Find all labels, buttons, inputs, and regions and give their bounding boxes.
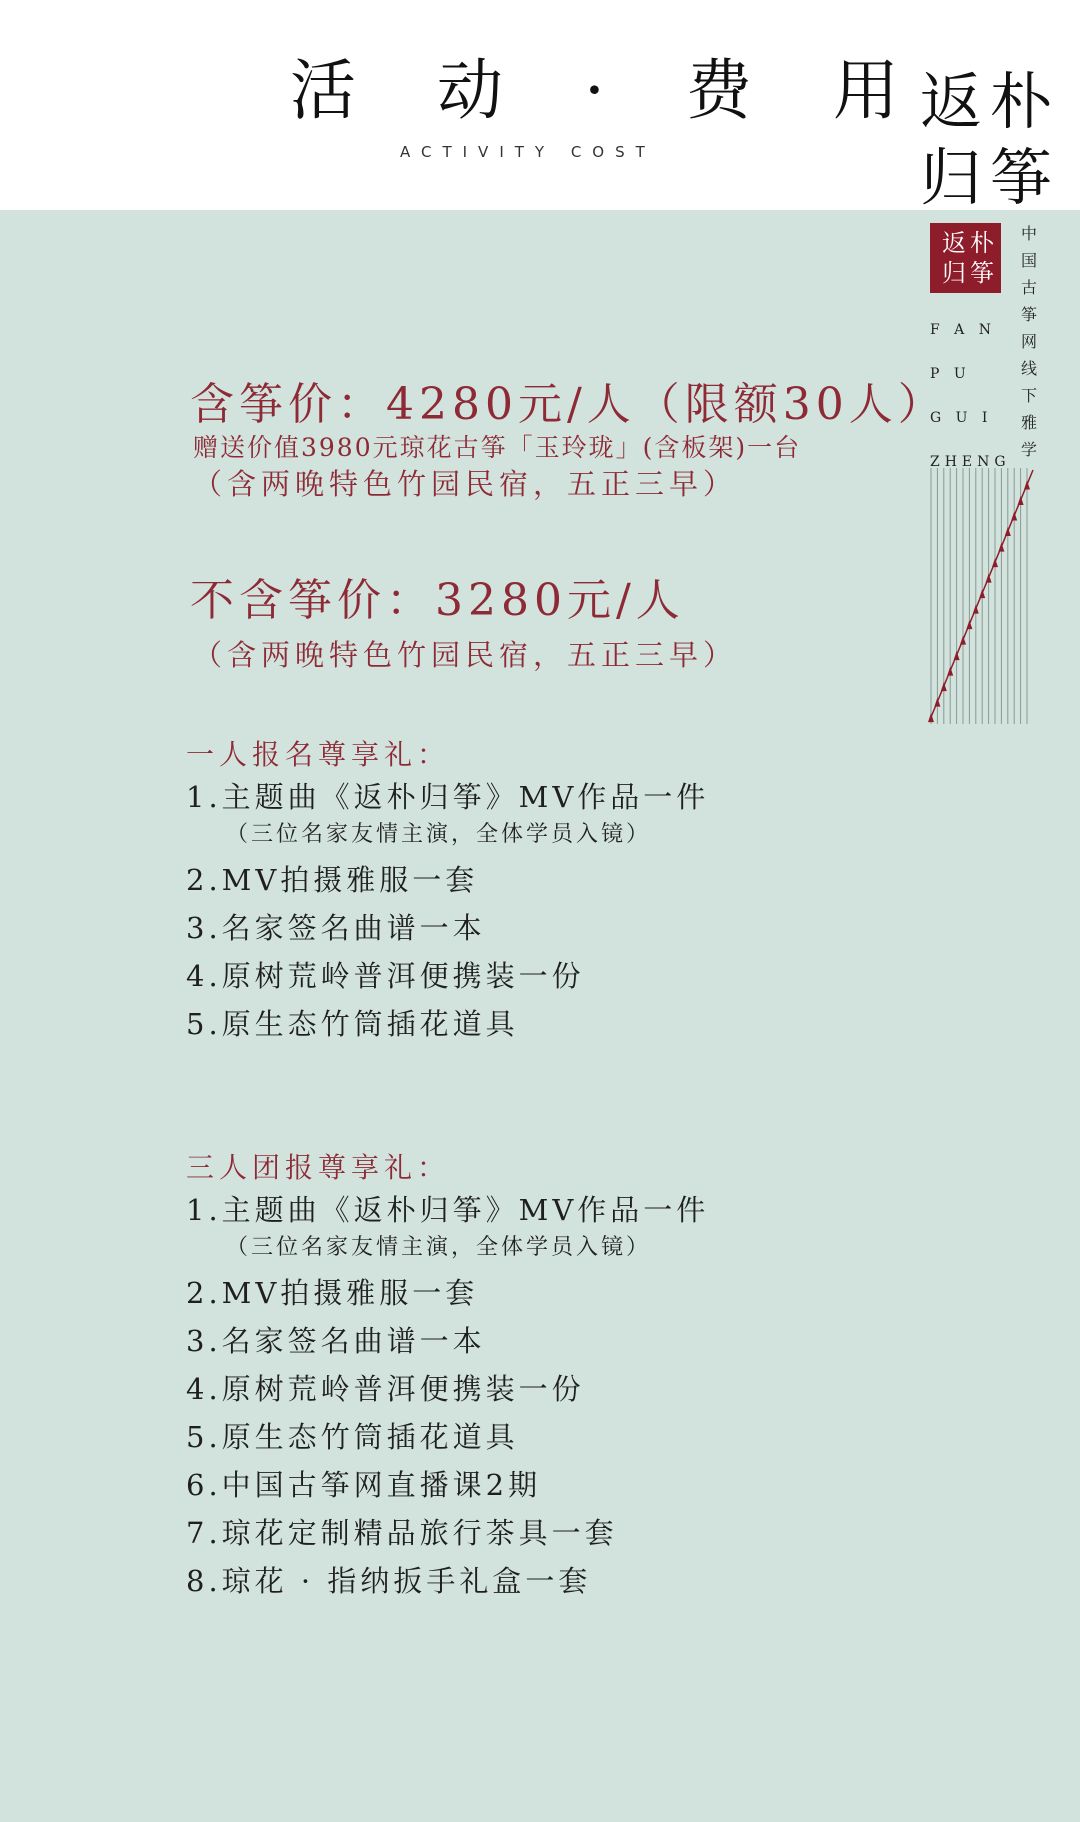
- price-without-zheng-label: 不含筝价：: [190, 575, 435, 626]
- brand-logo-line-2: 归筝: [920, 141, 1061, 214]
- zheng-bridge: [1005, 527, 1011, 536]
- list-item: [186, 1194, 709, 1262]
- brand-pinyin-line-1: F A N: [930, 322, 996, 338]
- zheng-bridge: [947, 667, 953, 676]
- list-item-text: 1.主题曲《返朴归筝》MV作品一件: [186, 1193, 710, 1227]
- brand-tagline-vertical: 中国古筝网线下雅学: [1020, 224, 1037, 459]
- list-item: 4.原树荒岭普洱便携装一份: [186, 959, 585, 993]
- single-gifts-heading: 一人报名尊享礼：: [186, 738, 451, 771]
- price-without-zheng-lodging: （含两晚特色竹园民宿，五正三早）: [193, 638, 738, 672]
- price-without-zheng-value: 3280元/人: [435, 575, 685, 626]
- list-item-text: 1.主题曲《返朴归筝》MV作品一件: [186, 780, 710, 814]
- price-with-zheng-gift: 赠送价值3980元琼花古筝「玉玲珑」(含板架)一台: [193, 433, 802, 462]
- zheng-bridge: [1018, 496, 1024, 505]
- zheng-bridge: [1024, 481, 1030, 490]
- zheng-bridge: [934, 698, 940, 707]
- brand-seal-line-1: 返朴: [942, 229, 998, 257]
- zheng-bridge: [979, 589, 985, 598]
- price-with-zheng: [190, 368, 947, 432]
- zheng-bridge: [928, 713, 934, 722]
- list-item: [186, 781, 709, 849]
- list-item-note: （三位名家友情主演，全体学员入镜）: [226, 822, 652, 847]
- group-gifts-heading: 三人团报尊享礼：: [186, 1151, 451, 1184]
- zheng-bridge: [1011, 512, 1017, 521]
- zheng-bridge: [966, 620, 972, 629]
- zheng-bridge: [998, 543, 1004, 552]
- zheng-strings-icon: [925, 468, 1040, 728]
- brand-pinyin-line-2: P U: [930, 366, 971, 382]
- list-item: 4.原树荒岭普洱便携装一份: [186, 1372, 585, 1406]
- page-subtitle-english: ACTIVITY COST: [400, 143, 656, 161]
- list-item: 3.名家签名曲谱一本: [186, 911, 486, 945]
- list-item: 6.中国古筝网直播课2期: [186, 1468, 542, 1502]
- list-item: 8.琼花 · 指纳扳手礼盒一套: [186, 1564, 592, 1598]
- brand-logo-line-1: 返朴: [920, 65, 1061, 138]
- price-with-zheng-lodging: （含两晚特色竹园民宿，五正三早）: [193, 467, 738, 501]
- page-title: 活 动 · 费 用: [290, 52, 929, 129]
- zheng-bridge: [960, 636, 966, 645]
- list-item: 7.琼花定制精品旅行茶具一套: [186, 1516, 618, 1550]
- brand-logo-text: [920, 64, 1060, 216]
- price-with-zheng-value: 4280元/人（限额30人）: [386, 379, 947, 430]
- zheng-bridge: [973, 605, 979, 614]
- single-gifts-list: [186, 781, 709, 1056]
- price-without-zheng: [190, 564, 685, 628]
- list-item: 2.MV拍摄雅服一套: [186, 1276, 479, 1310]
- zheng-bridge: [992, 558, 998, 567]
- brand-seal-line-2: 归筝: [942, 259, 998, 287]
- list-item-note: （三位名家友情主演，全体学员入镜）: [226, 1235, 652, 1260]
- list-item: 5.原生态竹筒插花道具: [186, 1420, 519, 1454]
- zheng-bridge: [954, 651, 960, 660]
- brand-pinyin-line-3: G U I: [930, 410, 993, 426]
- brand-pinyin-line-4: ZHENG: [930, 454, 1011, 470]
- list-item: 5.原生态竹筒插花道具: [186, 1007, 519, 1041]
- price-with-zheng-label: 含筝价：: [190, 379, 386, 430]
- brand-seal: [930, 223, 1001, 293]
- zheng-bridge: [941, 682, 947, 691]
- list-item: 3.名家签名曲谱一本: [186, 1324, 486, 1358]
- zheng-bridge: [986, 574, 992, 583]
- list-item: 2.MV拍摄雅服一套: [186, 863, 479, 897]
- group-gifts-list: [186, 1194, 709, 1613]
